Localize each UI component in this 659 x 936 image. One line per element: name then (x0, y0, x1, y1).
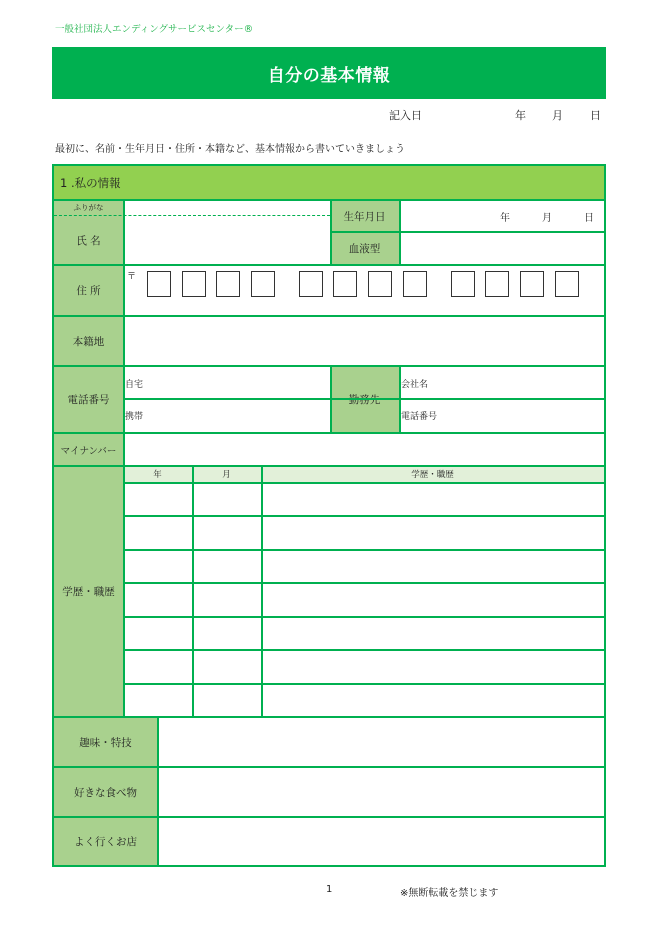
section-title: 1 .私の情報 (60, 176, 121, 190)
postal-mark: 〒 (127, 272, 137, 282)
food-field[interactable] (159, 767, 604, 817)
food-label: 好きな食べ物 (54, 767, 157, 817)
my-number-label: マイナンバー (54, 433, 123, 466)
my-number-digit-box[interactable] (403, 271, 427, 297)
address-label: 住 所 (54, 265, 123, 316)
birthdate-field[interactable] (401, 200, 604, 232)
section-header (54, 166, 604, 200)
work-phone-label: 電話番号 (401, 412, 438, 422)
workplace-label: 勤務先 (330, 366, 399, 433)
honseki-label: 本籍地 (54, 316, 123, 366)
history-content-header: 学歴・職歴 (411, 470, 454, 480)
my-number-digit-box[interactable] (520, 271, 544, 297)
page-title: 自分の基本情報 (267, 65, 391, 86)
intro-text: 最初に、名前・生年月日・住所・本籍など、基本情報から書いていきましょう (55, 144, 405, 155)
hobby-field[interactable] (159, 717, 604, 767)
my-number-digit-box[interactable] (333, 271, 357, 297)
my-number-digit-box[interactable] (368, 271, 392, 297)
entry-date-label: 記入日 (389, 109, 422, 122)
furigana-label: ふりがな (54, 200, 123, 215)
furigana-field[interactable] (125, 200, 330, 215)
name-label: 氏 名 (54, 215, 123, 265)
honseki-field[interactable] (125, 316, 604, 366)
my-number-digit-box[interactable] (451, 271, 475, 297)
info-form (52, 164, 606, 867)
blood-type-field[interactable] (401, 232, 604, 265)
organization-name: 一般社団法人エンディングサービスセンター® (55, 24, 254, 35)
birth-month-unit: 月 (542, 213, 552, 224)
shop-field[interactable] (159, 817, 604, 865)
history-label: 学歴・職歴 (54, 466, 123, 717)
my-number-digit-box[interactable] (182, 271, 206, 297)
page-number: 1 (326, 884, 333, 895)
my-number-digit-box[interactable] (299, 271, 323, 297)
birthdate-label: 生年月日 (330, 200, 399, 232)
my-number-digit-box[interactable] (251, 271, 275, 297)
phone-label: 電話番号 (54, 366, 123, 433)
entry-month-label: 月 (552, 109, 563, 122)
shop-label: よく行くお店 (54, 817, 157, 865)
name-field[interactable] (125, 216, 330, 265)
entry-year-label: 年 (515, 109, 526, 122)
my-number-digit-box[interactable] (147, 271, 171, 297)
birth-day-unit: 日 (584, 213, 594, 224)
copyright-notice: ※無断転載を禁じます (400, 888, 499, 899)
history-year-header: 年 (153, 470, 162, 480)
my-number-digit-box[interactable] (485, 271, 509, 297)
hobby-label: 趣味・特技 (54, 717, 157, 767)
entry-day-label: 日 (590, 109, 601, 122)
home-phone-label: 自宅 (125, 380, 144, 390)
my-number-digit-box[interactable] (555, 271, 579, 297)
my-number-digit-box[interactable] (216, 271, 240, 297)
title-banner (52, 47, 606, 99)
birth-year-unit: 年 (500, 213, 510, 224)
company-name-label: 会社名 (401, 380, 429, 390)
blood-type-label: 血液型 (330, 232, 399, 265)
history-month-header: 月 (222, 470, 231, 480)
mobile-phone-label: 携帯 (125, 412, 144, 422)
